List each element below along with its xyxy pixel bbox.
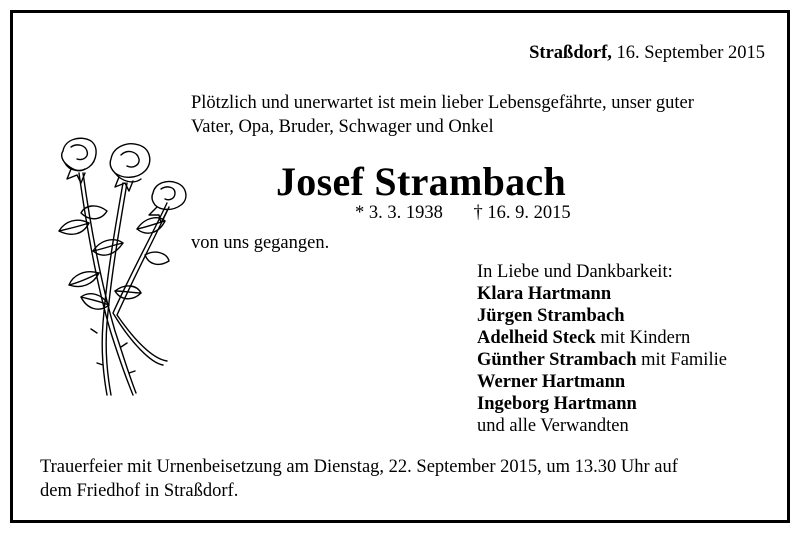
deceased-name: Josef Strambach [275,159,567,204]
mourners-list [477,261,727,437]
mourner-item: Günther Strambach mit Familie [477,350,727,370]
notice-date: 16. September 2015 [616,43,765,63]
mourner-item: Adelheid Steck mit Kindern [477,328,691,348]
intro-line-2: Vater, Opa, Bruder, Schwager und Onkel [191,117,494,137]
funeral-info [40,455,780,503]
mourners-closing: und alle Verwandten [477,416,629,436]
roses-icon [41,133,191,403]
funeral-line-1: Trauerfeier mit Urnenbeisetzung am Dienstag, 22. September 2015, um 13.30 Uhr auf [40,457,678,477]
place-name: Straßdorf, [529,43,612,63]
mourner-item: Werner Hartmann [477,372,626,392]
birth-date: * 3. 3. 1938 [355,203,443,223]
funeral-line-2: dem Friedhof in Straßdorf. [40,481,239,501]
life-dates [355,203,571,224]
intro-text [191,91,771,139]
mourners-intro: In Liebe und Dankbarkeit: [477,262,673,282]
death-date: † 16. 9. 2015 [473,203,571,223]
mourner-item: Ingeborg Hartmann [477,394,637,414]
passing-text: von uns gegangen. [191,233,330,253]
mourner-item: Jürgen Strambach [477,306,625,326]
mourner-item: Klara Hartmann [477,284,612,304]
place-date [529,43,765,64]
intro-line-1: Plötzlich und unerwartet ist mein lieber Lebensgefährte, unser guter [191,93,694,113]
obituary-notice [10,10,790,523]
